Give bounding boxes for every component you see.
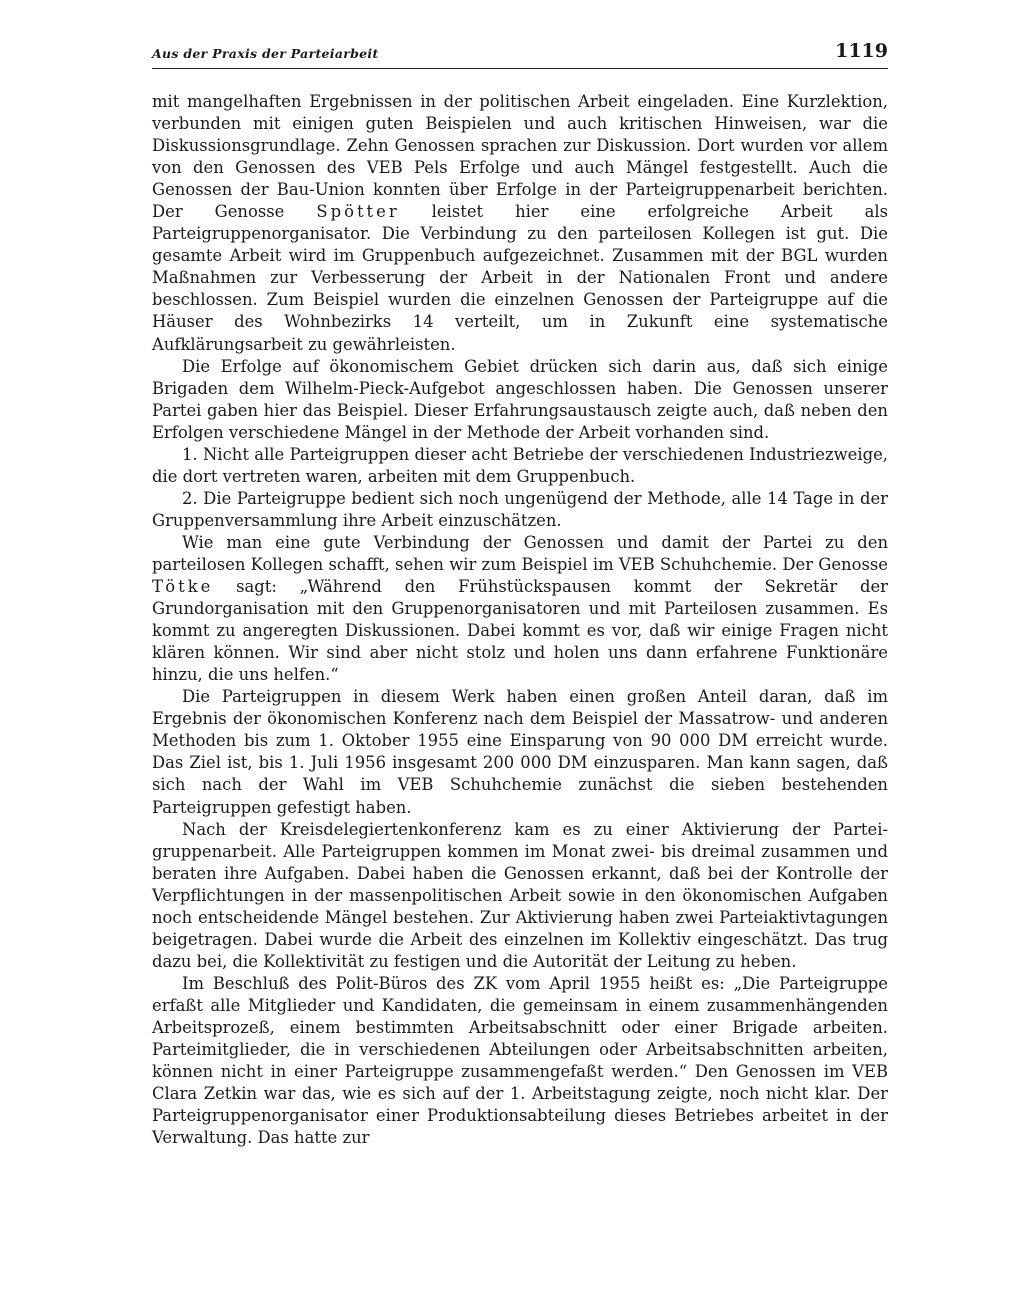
paragraph-1: mit mangelhaften Ergebnissen in der politischen Arbeit eingeladen. Eine Kurzlektion, verbunden mit einigen guten Beispielen und auch kritischen Hinweisen, war die Diskussionsgrundlage. Zehn Genossen sprachen zur Diskussion. Dort wurden vor allem von den Genossen des VEB Pels Erfolge und auch Mängel festgestellt. Auch die Genossen der Bau-Union konnten über Erfolge in der Parteigruppenarbeit berichten. Der Genosse Spötter leistet hier eine erfolgreiche Arbeit als Parteigruppenorganisator. Die Verbindung zu den parteilosen Kollegen ist gut. Die gesamte Arbeit wird im Gruppenbuch aufgezeichnet. Zusammen mit der BGL wurden Maßnahmen zur Verbesserung der Arbeit in der Nationalen Front und andere beschlossen. Zum Beispiel wurden die einzelnen Genossen der Parteigruppe auf die Häuser des Wohnbezirks 14 verteilt, um in Zukunft eine systematische Aufklärungsarbeit zu gewährleisten.	[152, 92, 889, 354]
list-item-2: 2. Die Parteigruppe bedient sich noch ungenügend der Methode, alle 14 Tage in der Gruppenversammlung ihre Arbeit einzuschätzen.	[152, 488, 888, 530]
page-header	[152, 38, 888, 69]
page-number: 1119	[835, 40, 888, 62]
list-item-1: 1. Nicht alle Parteigruppen dieser acht Betriebe der verschiedenen Industriezweige, die dort vertreten waren, arbeiten mit dem Gruppenbuch.	[152, 444, 888, 486]
paragraph-6: Im Beschluß des Polit-Büros des ZK vom April 1955 heißt es: „Die Parteigruppe erfaßt alle Mitglieder und Kandidaten, die gemeinsam in einem zusammenhängenden Arbeitsprozeß, einem bestimmten Arbeitsabschnitt oder einer Brigade arbeiten. Parteimitglieder, die in verschiedenen Abteilungen oder Arbeitsabschnitten arbeiten, können nicht in einer Parteigruppe zusammengefaßt werden.“ Den Genossen im VEB Clara Zetkin war das, wie es sich auf der 1. Arbeitstagung zeigte, noch nicht klar. Der Parteigruppenorganisator einer Produktionsabteilung dieses Betriebes arbeitet in der Verwaltung. Das hatte zur	[152, 973, 888, 1148]
paragraph-3: Wie man eine gute Verbindung der Genossen und damit der Partei zu den parteilosen Kollegen schafft, sehen wir zum Beispiel im VEB Schuhchemie. Der Genosse Tötke sagt: „Während den Frühstückspausen kommt der Sekretär der Grundorganisation mit den Gruppenorganisatoren und mit Parteilosen zusammen. Es kommt zu angeregten Diskussionen. Dabei kommt es vor, daß wir einige Fragen nicht klären können. Wir sind aber nicht stolz und holen uns dann erfahrene Funktionäre hinzu, die uns helfen.“	[152, 532, 888, 685]
paragraph-5: Nach der Kreisdelegiertenkonferenz kam es zu einer Aktivierung der Parteigruppenarbeit. Alle Parteigruppen kommen im Monat zwei- bis dreimal zusammen und beraten ihre Aufgaben. Dabei haben die Genossen erkannt, daß bei der Kontrolle der Verpflichtungen in der massenpolitischen Arbeit sowie in den ökonomischen Aufgaben noch entscheidende Mängel bestehen. Zur Aktivierung haben zwei Parteiaktivtagungen beigetragen. Dabei wurde die Arbeit des einzelnen im Kollektiv eingeschätzt. Das trug dazu bei, die Kollektivität zu festigen und die Autorität der Leitung zu heben.	[152, 819, 888, 971]
paragraph-2: Die Erfolge auf ökonomischem Gebiet drücken sich darin aus, daß sich einige Brigaden dem Wilhelm-Pieck-Aufgebot angeschlossen haben. Die Genossen unserer Partei gaben hier das Beispiel. Dieser Erfahrungsaustausch zeigte auch, daß neben den Erfolgen verschiedene Mängel in der Methode der Arbeit vorhanden sind.	[152, 356, 888, 442]
running-title: Aus der Praxis der Parteiarbeit	[152, 46, 379, 61]
paragraph-4: Die Parteigruppen in diesem Werk haben einen großen Anteil daran, daß im Ergebnis der ökonomischen Konferenz nach dem Beispiel der Massatrow- und anderen Methoden bis zum 1. Oktober 1955 eine Einsparung von 90 000 DM erreicht wurde. Das Ziel ist, bis 1. Juli 1956 insgesamt 200 000 DM einzusparen. Man kann sagen, daß sich nach der Wahl im VEB Schuhchemie zunächst die sieben bestehenden Parteigruppen gefestigt haben.	[152, 687, 888, 817]
body-text	[152, 91, 888, 1149]
document-page	[152, 38, 888, 1149]
